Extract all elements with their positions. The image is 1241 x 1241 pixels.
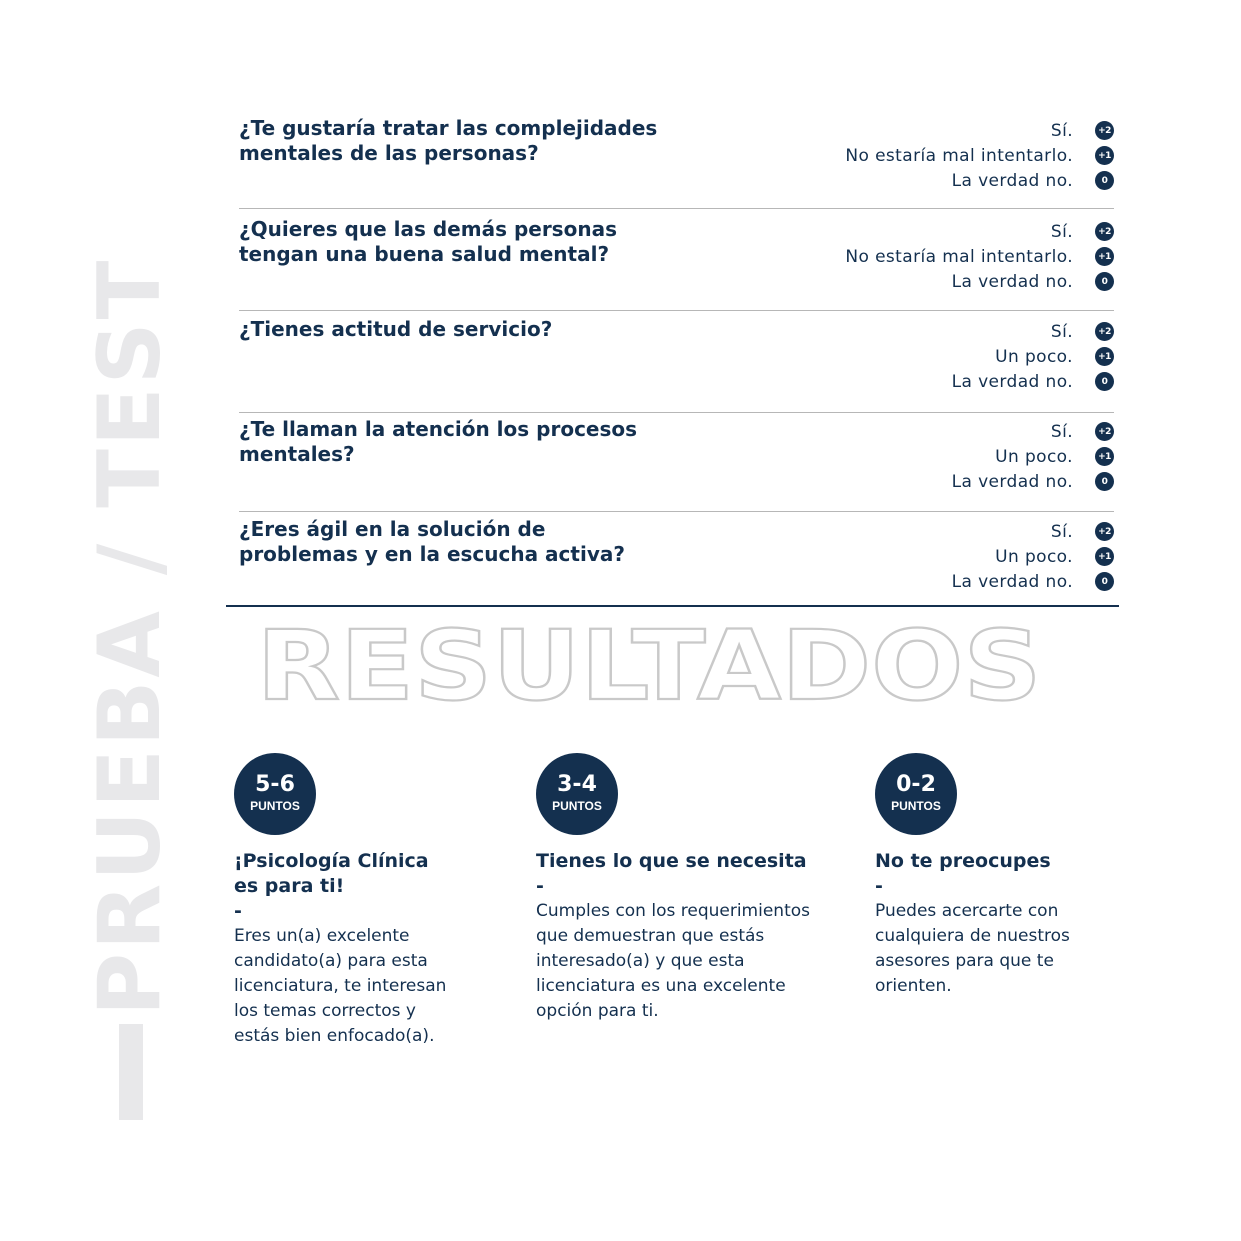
answer-option[interactable] (952, 319, 1114, 344)
answer-label: La verdad no. (951, 371, 1073, 392)
answer-label: La verdad no. (951, 571, 1073, 592)
points-range: 0-2 (896, 772, 936, 797)
question-text: ¿Quieres que las demás personas tengan una buena salud mental? (239, 217, 617, 266)
result-dash: - (875, 875, 883, 897)
answer-option[interactable] (952, 344, 1114, 369)
result-card (536, 753, 826, 1024)
answer-option[interactable] (845, 244, 1114, 269)
question-row (239, 311, 1114, 413)
points-badge: 0 (1095, 372, 1114, 391)
points-badge: +1 (1095, 247, 1114, 266)
answer-option[interactable] (952, 569, 1114, 594)
points-badge: +2 (1095, 422, 1114, 441)
question-row (239, 209, 1114, 311)
question-row (239, 110, 1114, 209)
answer-label: Sí. (1050, 221, 1073, 242)
answer-option[interactable] (952, 419, 1114, 444)
answer-label: Sí. (1050, 120, 1073, 141)
points-unit: PUNTOS (250, 799, 300, 813)
question-text: ¿Eres ágil en la solución de problemas y en la escucha activa? (239, 517, 625, 566)
answer-label: La verdad no. (951, 170, 1073, 191)
question-row (239, 512, 1114, 604)
quiz-section (239, 110, 1114, 604)
points-badge: +2 (1095, 121, 1114, 140)
side-title (80, 120, 180, 1120)
answer-options (845, 219, 1114, 294)
result-title: Tienes lo que se necesita (536, 850, 807, 872)
points-badge: +1 (1095, 547, 1114, 566)
points-badge: 0 (1095, 171, 1114, 190)
points-badge: +2 (1095, 222, 1114, 241)
result-description: Puedes acercarte con cualquiera de nuestros asesores para que te orienten. (875, 901, 1070, 996)
answer-option[interactable] (952, 444, 1114, 469)
points-unit: PUNTOS (552, 799, 602, 813)
points-badge: +2 (1095, 322, 1114, 341)
section-divider (226, 605, 1119, 607)
result-dash: - (536, 875, 544, 897)
results-heading-text: RESULTADOS (256, 614, 1042, 714)
answer-option[interactable] (952, 469, 1114, 494)
answer-label: Un poco. (995, 446, 1073, 467)
points-range: 3-4 (557, 772, 597, 797)
result-title: No te preocupes (875, 850, 1051, 872)
answer-label: No estaría mal intentarlo. (845, 246, 1073, 267)
question-text: ¿Te llaman la atención los procesos mentales? (239, 417, 638, 466)
points-badge: +2 (1095, 522, 1114, 541)
answer-label: La verdad no. (951, 471, 1073, 492)
points-badge: 0 (1095, 472, 1114, 491)
points-circle (875, 753, 957, 835)
points-badge: 0 (1095, 272, 1114, 291)
points-range: 5-6 (255, 772, 295, 797)
answer-label: La verdad no. (951, 271, 1073, 292)
result-description: Eres un(a) excelente candidato(a) para esta licenciatura, te interesan los temas correctos y estás bien enfocado(a). (234, 926, 447, 1046)
points-badge: +1 (1095, 146, 1114, 165)
points-badge: 0 (1095, 572, 1114, 591)
answer-label: Un poco. (995, 546, 1073, 567)
answer-option[interactable] (845, 219, 1114, 244)
answer-options (952, 419, 1114, 494)
points-unit: PUNTOS (891, 799, 941, 813)
points-circle (234, 753, 316, 835)
question-text: ¿Tienes actitud de servicio? (239, 317, 553, 341)
answer-option[interactable] (952, 369, 1114, 394)
points-circle (536, 753, 618, 835)
answer-options (952, 519, 1114, 594)
points-badge: +1 (1095, 447, 1114, 466)
answer-options (952, 319, 1114, 394)
result-card (234, 753, 464, 1049)
answer-label: Sí. (1050, 321, 1073, 342)
question-row (239, 413, 1114, 512)
answer-option[interactable] (952, 544, 1114, 569)
answer-options (845, 118, 1114, 193)
result-card (875, 753, 1085, 999)
results-heading (254, 614, 1054, 714)
answer-option[interactable] (952, 519, 1114, 544)
answer-label: Sí. (1050, 421, 1073, 442)
answer-option[interactable] (845, 118, 1114, 143)
answer-option[interactable] (845, 168, 1114, 193)
side-title-text: PRUEBA / TEST (80, 257, 180, 1016)
result-dash: - (234, 900, 242, 922)
question-text: ¿Te gustaría tratar las complejidades mentales de las personas? (239, 116, 658, 165)
answer-option[interactable] (845, 269, 1114, 294)
result-title: ¡Psicología Clínica es para ti! (234, 850, 429, 897)
side-title-bar (119, 1024, 143, 1120)
answer-label: No estaría mal intentarlo. (845, 145, 1073, 166)
points-badge: +1 (1095, 347, 1114, 366)
answer-option[interactable] (845, 143, 1114, 168)
answer-label: Sí. (1050, 521, 1073, 542)
answer-label: Un poco. (995, 346, 1073, 367)
result-description: Cumples con los requerimientos que demuestran que estás interesado(a) y que esta licenciatura es una excelente opción para ti. (536, 901, 811, 1021)
